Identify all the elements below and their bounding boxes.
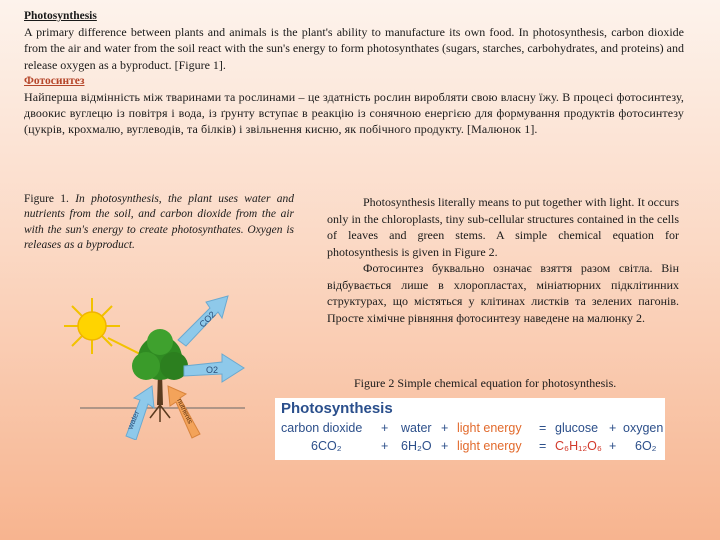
eq-word-equals: = — [539, 421, 547, 435]
eq-word-glucose: glucose — [555, 421, 599, 435]
figure2-title: Figure 2 Simple chemical equation for photosynthesis. — [354, 376, 617, 390]
eq-formula-plus: + — [441, 439, 449, 453]
eq-word-plus: + — [381, 421, 389, 435]
water-arrow — [125, 386, 154, 440]
water-label: water — [125, 409, 142, 431]
eq-formula-6h2o: 6H₂O — [401, 439, 432, 453]
sun-icon — [64, 298, 120, 354]
eq-formula-equals: = — [539, 439, 547, 453]
figure1-caption-text: In photosynthesis, the plant uses water and nutrients from the soil, and carbon dioxide from the air with the sun's energy to create photosynthates. Oxygen is releases as a byproduct. — [24, 193, 294, 252]
eq-word-oxygen: oxygen — [623, 421, 664, 435]
eq-word-light-energy: light energy — [457, 421, 522, 435]
eq-word-water: water — [401, 421, 432, 435]
figure1-caption-lead: Figure 1. — [24, 193, 69, 205]
eq-word-carbon-dioxide: carbon dioxide — [281, 421, 363, 435]
o2-label: O2 — [206, 365, 219, 375]
nutrients-arrow — [168, 386, 200, 438]
eq-formula-6co2: 6CO₂ — [311, 439, 342, 453]
nutrients-label: nutrients — [175, 397, 194, 426]
right-ukrainian-paragraph: Фотосинтез буквально означає взяття разом світла. Він відбувається лише в хлоропластах, мініатюрних підклітинних структурах, що містяться у клітинах листків та зелених пагонів. Просте хімічне рівняння фотосинтезу наведене на малюнку 2. — [327, 261, 679, 325]
document-top — [24, 8, 684, 138]
eq-formula-6o2: 6O₂ — [635, 439, 657, 453]
o2-arrow — [184, 354, 244, 382]
co2-arrow — [178, 296, 228, 346]
eq-formula-plus: + — [609, 439, 617, 453]
co2-label: CO2 — [197, 309, 218, 330]
eq-word-plus: + — [441, 421, 449, 435]
figure1-caption — [24, 192, 294, 254]
equation-title: Photosynthesis — [281, 400, 393, 417]
ukrainian-paragraph: Найперша відмінність між тваринами та рослинами – це здатність рослин виробляти свою власну їжу. В процесі фотосинтезу, двоокис вуглецю із повітря і вода, із ґрунту вступає в реакцію із сонячною енергією для формування продуктів фотосинтезу (цукрів, крохмалю, вуглеводів, та білків) і звільнення кисню, як побічного продукту. [Малюнок 1]. — [24, 90, 684, 137]
eq-word-plus: + — [609, 421, 617, 435]
right-english-paragraph: Photosynthesis literally means to put together with light. It occurs only in the chloroplasts, tiny sub-cellular structures contained in the cells of leaves and green stems. A simple chemical equation for photosynthesis is given in Figure 2. — [327, 195, 679, 259]
right-column — [327, 194, 679, 326]
light-arrow — [108, 338, 140, 354]
english-heading: Photosynthesis — [24, 10, 97, 22]
eq-formula-plus: + — [381, 439, 389, 453]
eq-formula-light-energy: light energy — [457, 439, 522, 453]
eq-formula-glucose: C₆H₁₂O₆ — [555, 439, 602, 453]
ukrainian-heading: Фотосинтез — [24, 74, 85, 87]
english-paragraph: A primary difference between plants and animals is the plant's ability to manufacture its own food. In photosynthesis, carbon dioxide from the air and water from the soil react with the sun's energy to form photosynthates (sugars, starches, carbohydrates, and proteins) and release oxygen as a byproduct. [Figure 1]. — [24, 25, 684, 72]
equation-box — [275, 398, 665, 460]
photosynthesis-illustration — [60, 290, 250, 440]
